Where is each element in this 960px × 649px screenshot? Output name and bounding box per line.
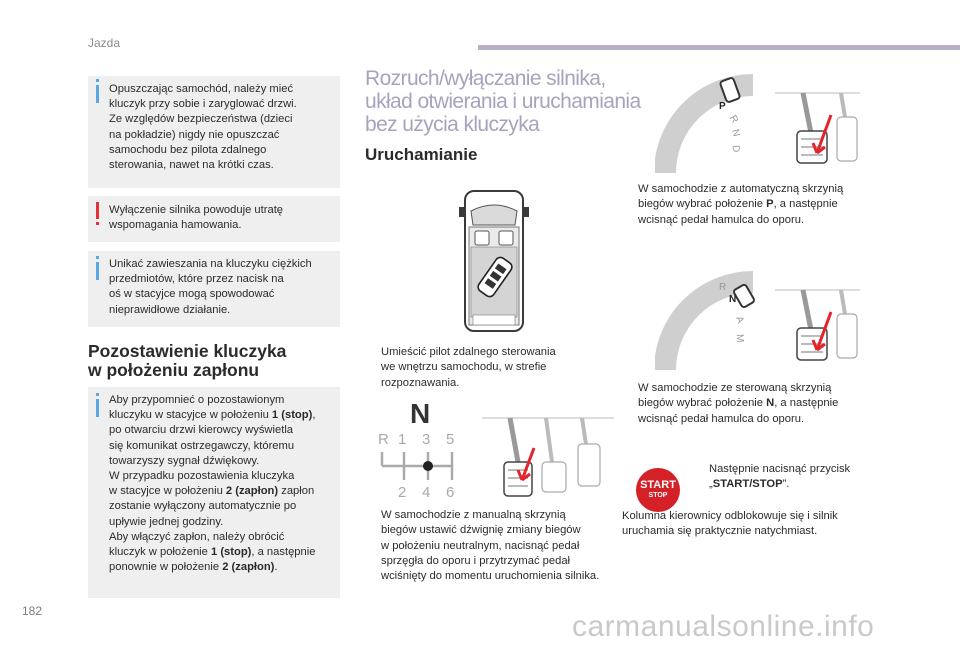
info-icon — [96, 85, 99, 103]
warning-icon — [96, 202, 99, 219]
page-number: 182 — [22, 604, 43, 618]
watermark: carmanualsonline.info — [572, 610, 875, 643]
subheading-starting: Uruchamianie — [365, 145, 478, 164]
start-stop-button-icon: START STOP — [636, 468, 680, 512]
gear-label-2: 2 — [398, 484, 407, 501]
gear-label-1: 1 — [398, 431, 407, 448]
gear-label-5: 5 — [446, 431, 455, 448]
car-top-view-illustration — [455, 185, 535, 335]
auto-gear-R: R — [726, 113, 741, 126]
final-note: Kolumna kierownicy odblokowuje się i silnik uruchamia się praktycznie natychmiast. — [622, 510, 838, 538]
section-title: Jazda — [88, 36, 121, 50]
robot-gear-M: M — [733, 333, 746, 343]
gear-label-6: 6 — [446, 484, 455, 501]
header-bar — [478, 45, 960, 50]
clutch-pedal-illustration — [482, 410, 614, 502]
gear-label-3: 3 — [422, 431, 431, 448]
gear-shift-gate — [380, 450, 464, 484]
manual-gear-pattern — [372, 398, 472, 502]
main-title: Rozruch/wyłączanie silnika, układ otwierania i uruchamiania bez użycia kluczyka — [365, 67, 641, 136]
automatic-gearbox-illustration — [655, 73, 860, 173]
warning-note-braking: Wyłączenie silnika powoduje utratę wspomagania hamowania. — [88, 196, 340, 242]
auto-gear-N: N — [729, 128, 742, 138]
robotised-gearbox-illustration — [655, 268, 860, 370]
info-note-leaving-car: Opuszczając samochód, należy mieć kluczyk przy sobie i zaryglować drzwi. Ze względów bezpieczeństwa (dzieci na pokładzie) nigdy nie opuszczać samochodu bez pilota zdalnego sterowania, nawet na krótki czas. — [88, 76, 340, 188]
heading-key-in-ignition: Pozostawienie kluczyka w położeniu zapłonu — [88, 341, 287, 380]
robot-gear-A: A — [733, 314, 746, 325]
auto-gear-D: D — [729, 144, 742, 153]
info-note-key-left: Aby przypomnieć o pozostawionym kluczyku w stacyjce w położeniu 1 (stop), po otwarciu drzwi kierowcy wyświetla się komunikat ostrzegawczy, któremu towarzyszy sygnał dźwiękowy. W przypadku pozostawienia kluczyka w stacyjce w położeniu 2 (zapłon) zapłon zostanie wyłączony automatycznie po upływie jednej godziny. Aby włączyć zapłon, należy obrócić kluczyk w położenie 1 (stop), a następnie ponownie w położenie 2 (zapłon). — [88, 387, 340, 598]
info-icon — [96, 399, 99, 417]
robot-gear-R: R — [719, 282, 727, 293]
auto-gear-P: P — [719, 101, 726, 112]
gear-label-R: R — [378, 431, 389, 448]
selected-gear-label: N — [410, 398, 431, 429]
info-icon — [96, 262, 99, 280]
robot-gear-N: N — [729, 294, 737, 305]
info-note-key-weight: Unikać zawieszania na kluczyku ciężkich przedmiotów, które przez nacisk na oś w stacyjce mogą spowodować nieprawidłowe działanie. — [88, 251, 340, 327]
gear-label-4: 4 — [422, 484, 431, 501]
